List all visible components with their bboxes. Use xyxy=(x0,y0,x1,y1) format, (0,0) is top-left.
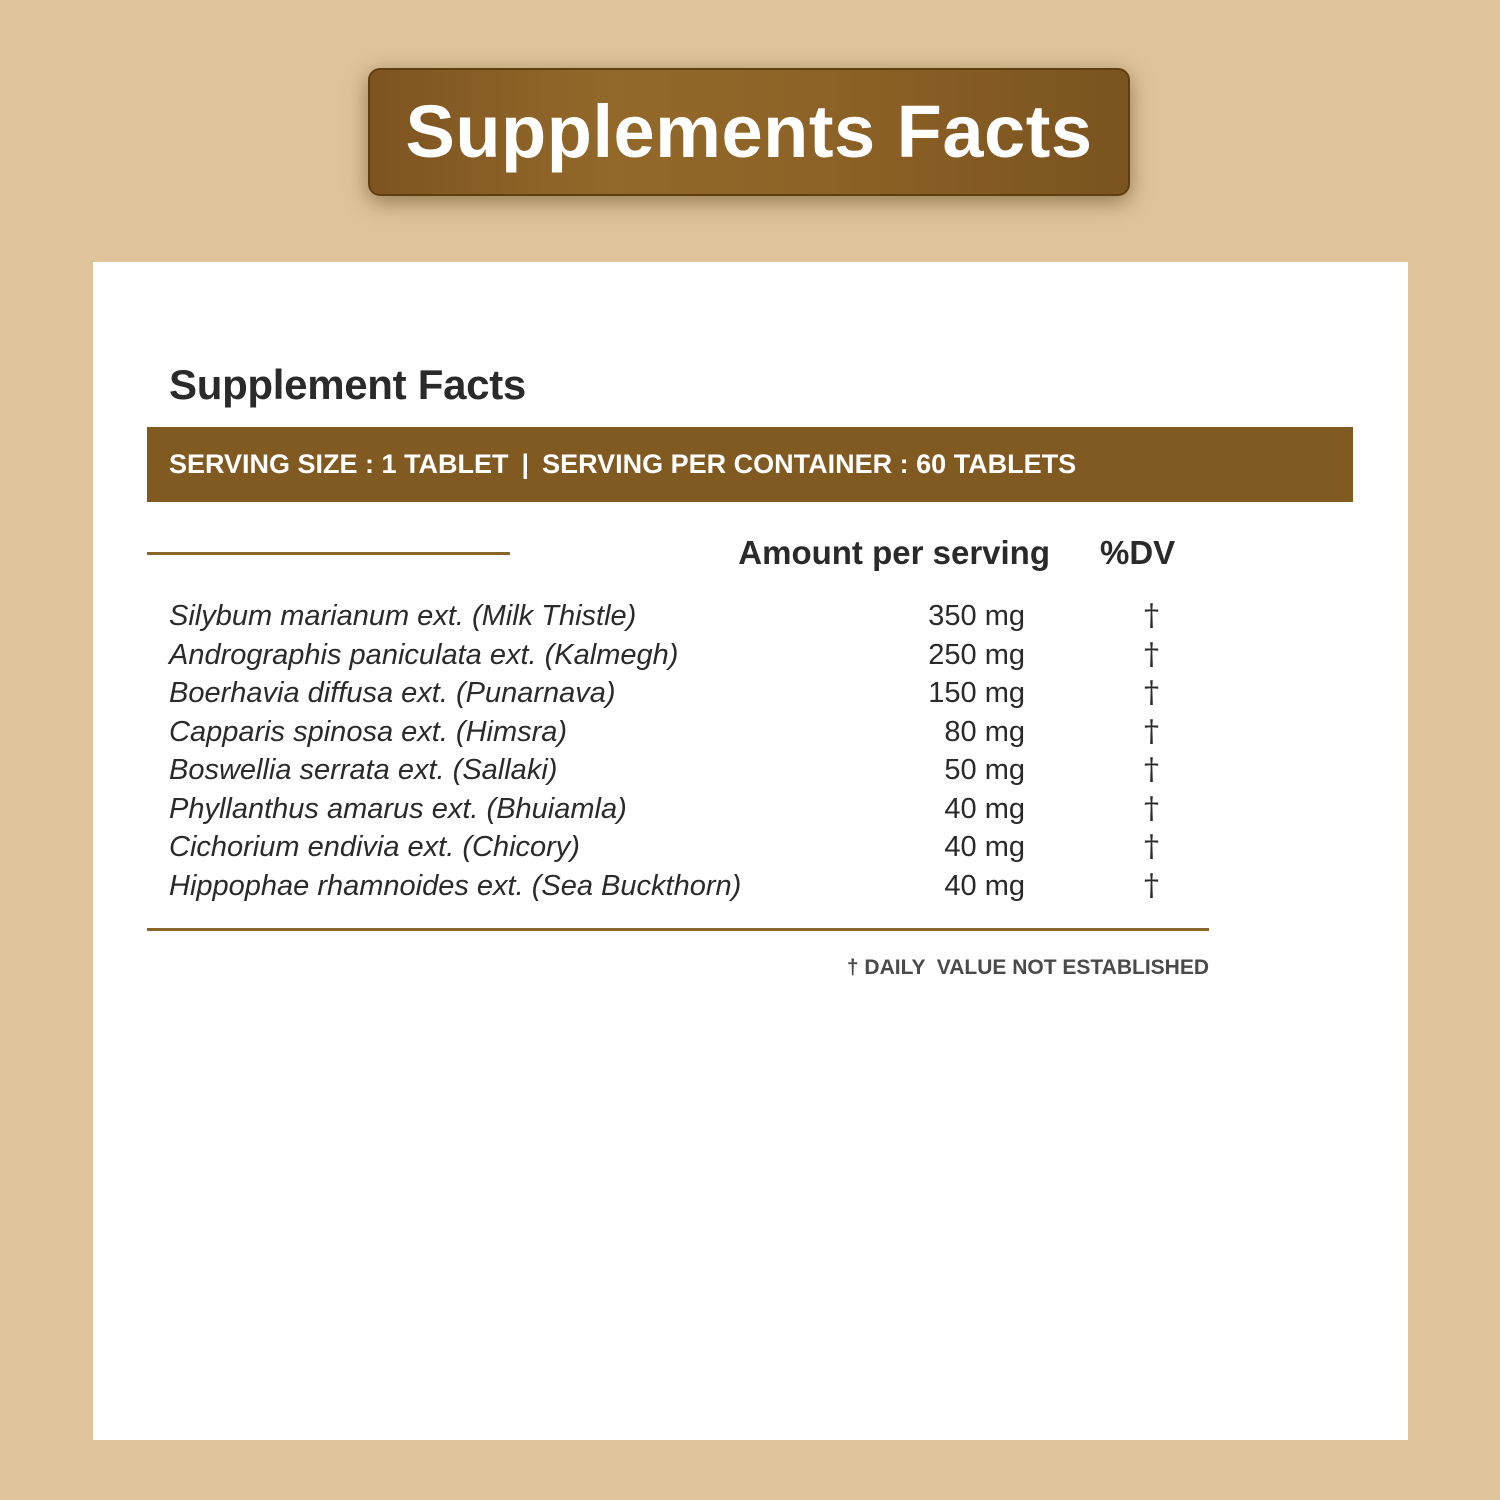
ingredient-amount: 50 mg xyxy=(944,754,1025,786)
ingredient-name: Phyllanthus amarus ext. (Bhuiamla) xyxy=(169,792,627,825)
ingredient-row xyxy=(169,597,1209,636)
title-banner xyxy=(368,68,1130,196)
ingredient-name: Silybum marianum ext. (Milk Thistle) xyxy=(169,600,637,632)
ingredient-row xyxy=(169,751,1209,790)
facts-heading: Supplement Facts xyxy=(169,361,526,408)
ingredient-row xyxy=(169,790,1209,829)
ingredient-row xyxy=(169,867,1209,906)
ingredient-dv: † xyxy=(1144,829,1159,864)
ingredient-name: Capparis spinosa ext. (Himsra) xyxy=(169,715,568,748)
divider-top xyxy=(147,552,510,555)
dv-column-header: %DV xyxy=(1100,534,1176,571)
ingredient-amount: 40 mg xyxy=(944,869,1025,902)
ingredient-amount: 40 mg xyxy=(944,831,1025,863)
ingredient-name: Cichorium endivia ext. (Chicory) xyxy=(169,831,580,863)
ingredient-dv: † xyxy=(1144,636,1159,672)
daily-value-footnote: † DAILY VALUE NOT ESTABLISHED xyxy=(846,956,1209,979)
ingredient-dv: † xyxy=(1144,752,1159,787)
ingredient-row xyxy=(169,713,1209,752)
ingredient-row xyxy=(169,636,1209,675)
supplement-facts-card xyxy=(93,262,1408,1440)
ingredient-name: Andrographis paniculata ext. (Kalmegh) xyxy=(169,638,679,671)
ingredient-row xyxy=(169,828,1209,867)
servings-per-container: SERVING PER CONTAINER : 60 TABLETS xyxy=(542,449,1077,479)
ingredient-dv: † xyxy=(1144,867,1159,903)
ingredient-dv: † xyxy=(1144,713,1159,749)
serving-size: SERVING SIZE : 1 TABLET xyxy=(169,449,509,479)
ingredient-dv: † xyxy=(1144,790,1159,826)
ingredient-name: Hippophae rhamnoides ext. (Sea Buckthorn) xyxy=(169,869,742,902)
ingredient-amount: 40 mg xyxy=(944,792,1025,825)
serving-separator: | xyxy=(521,449,530,479)
ingredient-amount: 350 mg xyxy=(928,600,1025,632)
banner-title: Supplements Facts xyxy=(405,90,1093,173)
ingredient-amount: 150 mg xyxy=(928,677,1025,709)
ingredient-dv: † xyxy=(1144,675,1159,710)
amount-column-header: Amount per serving xyxy=(738,534,1050,571)
ingredient-name: Boerhavia diffusa ext. (Punarnava) xyxy=(169,677,616,709)
ingredient-amount: 80 mg xyxy=(944,715,1025,748)
ingredient-dv: † xyxy=(1144,598,1159,633)
ingredient-row xyxy=(169,674,1209,713)
ingredient-list xyxy=(169,597,1209,905)
serving-info-bar xyxy=(147,427,1353,502)
divider-bottom xyxy=(147,928,1209,931)
ingredient-amount: 250 mg xyxy=(928,638,1025,671)
ingredient-name: Boswellia serrata ext. (Sallaki) xyxy=(169,754,558,786)
